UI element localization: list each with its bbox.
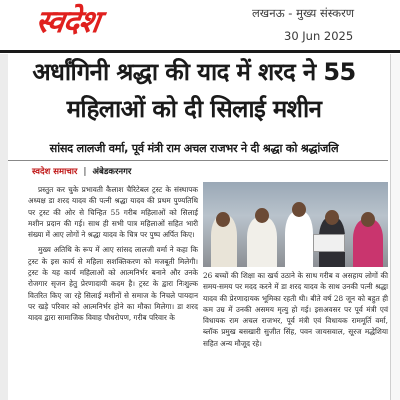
photo-person-head — [216, 212, 230, 227]
photo-person-head — [361, 212, 375, 227]
photo-person — [247, 217, 277, 267]
photo-certificate — [313, 234, 345, 252]
newspaper-logo: स्वदेश — [33, 4, 102, 40]
article-paragraph: मुख्य अतिथि के रूप में आए सांसद लालजी वर्मा ने कहा कि ट्रस्ट के इस कार्य से महिला सशक्तिकरण को मजबूती मिलेगी। ट्रस्ट के यह कार्य महिलाओं को आत्मनिर्भर बनाने और उनके रोजगार सृजन हेतु प्रेरणादायी कदम है। ट्रस्ट के द्वारा निःशुल्क वितरित किए जा रहे सिलाई मशीनों से समाज के निचले पायदान पर खड़े परिवार को आत्मनिर्भर होने का मौका मिलेगा। डा शरद यादव द्वारा सामाजिक विवाह पौधरोपण, गरीब परिवार के — [28, 245, 198, 323]
article-column-left — [28, 184, 198, 328]
article-subheadline: सांसद लालजी वर्मा, पूर्व मंत्री राम अचल राजभर ने दी श्रद्धा को श्रद्धांजलि — [49, 142, 339, 155]
edition-label: लखनऊ - मुख्य संस्करण — [252, 6, 355, 20]
photo-person — [285, 211, 313, 267]
adjacent-page-edge — [390, 54, 400, 400]
byline-location: अंबेडकरनगर — [92, 167, 132, 177]
article-photo — [203, 182, 388, 267]
byline-source: स्वदेश समाचार — [32, 167, 78, 177]
masthead-divider — [0, 50, 400, 53]
article-column-right — [203, 270, 388, 349]
masthead — [0, 0, 400, 46]
subhead-divider — [8, 160, 388, 161]
photo-person-head — [325, 210, 339, 225]
byline — [32, 166, 131, 177]
article-paragraph: 26 बच्चों की शिक्षा का खर्च उठाने के साथ गरीब व असहाय लोगों की समय-समय पर मदद करने में डा शरद यादव के साथ उनकी पत्नी श्रद्धा यादव की प्रेरणादायक भूमिका रहती थी। बीते वर्ष 28 जून को बहुत ही कम उम्र में उनकी असमय मृत्यु हो गई। इसअवसर पर पूर्व मंत्री एवं विधायक राम अचल राजभर, पूर्व मंत्री एवं विधायक राममूर्ति वर्मा, ब्लॉक प्रमुख बसखारी सुजीत सिंह, पवन जायसवाल, सूरज मद्धेशिया सहित अन्य मौजूद रहे। — [203, 271, 388, 348]
byline-separator: | — [83, 167, 87, 177]
article-paragraph: प्रस्तुत कर चुके प्रभावती कैलाश चैरिटेबल ट्रस्ट के संस्थापक अध्यक्ष डा शरद यादव की पत्नी श्रद्धा यादव की प्रथम पुण्यतिथि पर ट्रस्ट की ओर से चिन्हित 55 गरीब महिलाओं को सिलाई मशीन प्रदान की गई। साथ ही सभी पात्र महिलाओं सहित भारी संख्या में आए लोगों ने श्रद्धा यादव के चित्र पर पुष्प अर्पित किए। — [28, 185, 198, 240]
photo-person-head — [292, 202, 306, 217]
article-headline: अर्धांगिनी श्रद्धा की याद में शरद ने 55 महिलाओं को दी सिलाई मशीन — [32, 58, 356, 123]
photo-person-head — [255, 208, 269, 223]
edition-date: 30 Jun 2025 — [284, 29, 354, 43]
